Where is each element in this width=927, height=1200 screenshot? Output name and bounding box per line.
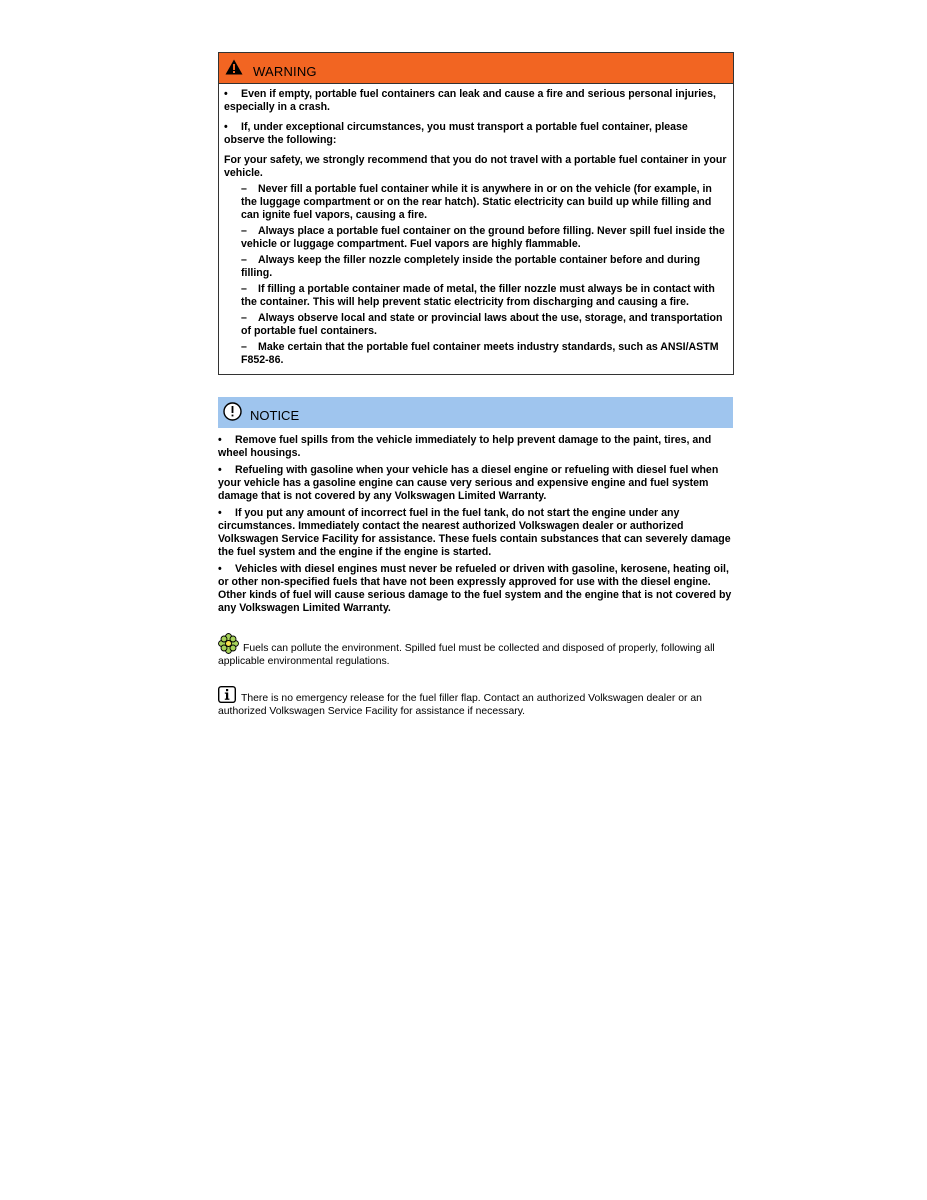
warning-dash-item: – Make certain that the portable fuel container meets industry standards, such as ANSI/ASTM F852-86.: [241, 341, 719, 366]
warning-header: [219, 53, 733, 84]
warning-dash-item: – Always observe local and state or provincial laws about the use, storage, and transportation of portable fuel containers.: [241, 312, 723, 337]
warning-dash-item: – If filling a portable container made of metal, the filler nozzle must always be in contact with the container. This will help prevent static electricity from discharging and causing a fire.: [241, 283, 715, 308]
warning-dash-item: – Always keep the filler nozzle completely inside the portable container before and during filling.: [241, 254, 701, 279]
exclamation-circle-icon: [223, 402, 242, 421]
warning-box: [218, 52, 734, 375]
warning-bullet: • Even if empty, portable fuel containers can leak and cause a fire and serious personal injuries, especially in a crash.: [224, 88, 716, 113]
notice-bullet: • If you put any amount of incorrect fuel in the fuel tank, do not start the engine under any circumstances. Immediately contact the nearest authorized Volkswagen dealer or authorized Volkswagen Service Facility for assistance. These fuels contain substances that can severely damage the fuel system and the engine if the engine is started.: [218, 507, 731, 558]
info-text: There is no emergency release for the fuel filler flap. Contact an authorized Volkswagen dealer or an authorized Volkswagen Service Facility for assistance if necessary.: [218, 693, 702, 717]
warning-dash-item: – Always place a portable fuel container on the ground before filling. Never spill fuel inside the vehicle or luggage compartment. Fuel vapors are highly flammable.: [241, 225, 725, 250]
notice-title: NOTICE: [250, 408, 300, 423]
info-icon: [218, 686, 236, 703]
environment-text: Fuels can pollute the environment. Spilled fuel must be collected and disposed of properly, following all applicable environmental regulations.: [218, 643, 715, 667]
environment-note: [218, 633, 734, 668]
flower-icon: [218, 633, 239, 654]
notice-body: [218, 434, 734, 615]
info-note: [218, 686, 734, 718]
warning-dash-item: – Never fill a portable fuel container while it is anywhere in or on the vehicle (for example, in the luggage compartment or on the rear hatch). Static electricity can build up while filling and can ignite fuel vapors, causing a fire.: [241, 183, 712, 221]
warning-triangle-icon: [225, 59, 243, 75]
notice-bullet: • Refueling with gasoline when your vehicle has a diesel engine or refueling with diesel fuel when your vehicle has a gasoline engine can cause very serious and expensive engine and fuel system damage that is not covered by any Volkswagen Limited Warranty.: [218, 464, 719, 502]
notice-header: [218, 397, 733, 428]
notice-bullet: • Vehicles with diesel engines must never be refueled or driven with gasoline, kerosene, heating oil, or other non-specified fuels that have not been expressly approved for use with the diesel engine. Other kinds of fuel will cause serious damage to the fuel system and the engine that is not covered by any Volkswagen Limited Warranty.: [218, 563, 732, 614]
warning-title: WARNING: [253, 64, 317, 79]
warning-body: [219, 84, 733, 374]
notice-bullet: • Remove fuel spills from the vehicle immediately to help prevent damage to the paint, tires, and wheel housings.: [218, 434, 712, 459]
warning-bullet: • If, under exceptional circumstances, you must transport a portable fuel container, please observe the following:: [224, 121, 688, 146]
warning-intro: For your safety, we strongly recommend that you do not travel with a portable fuel container in your vehicle.: [224, 154, 727, 179]
manual-page: [218, 52, 734, 718]
